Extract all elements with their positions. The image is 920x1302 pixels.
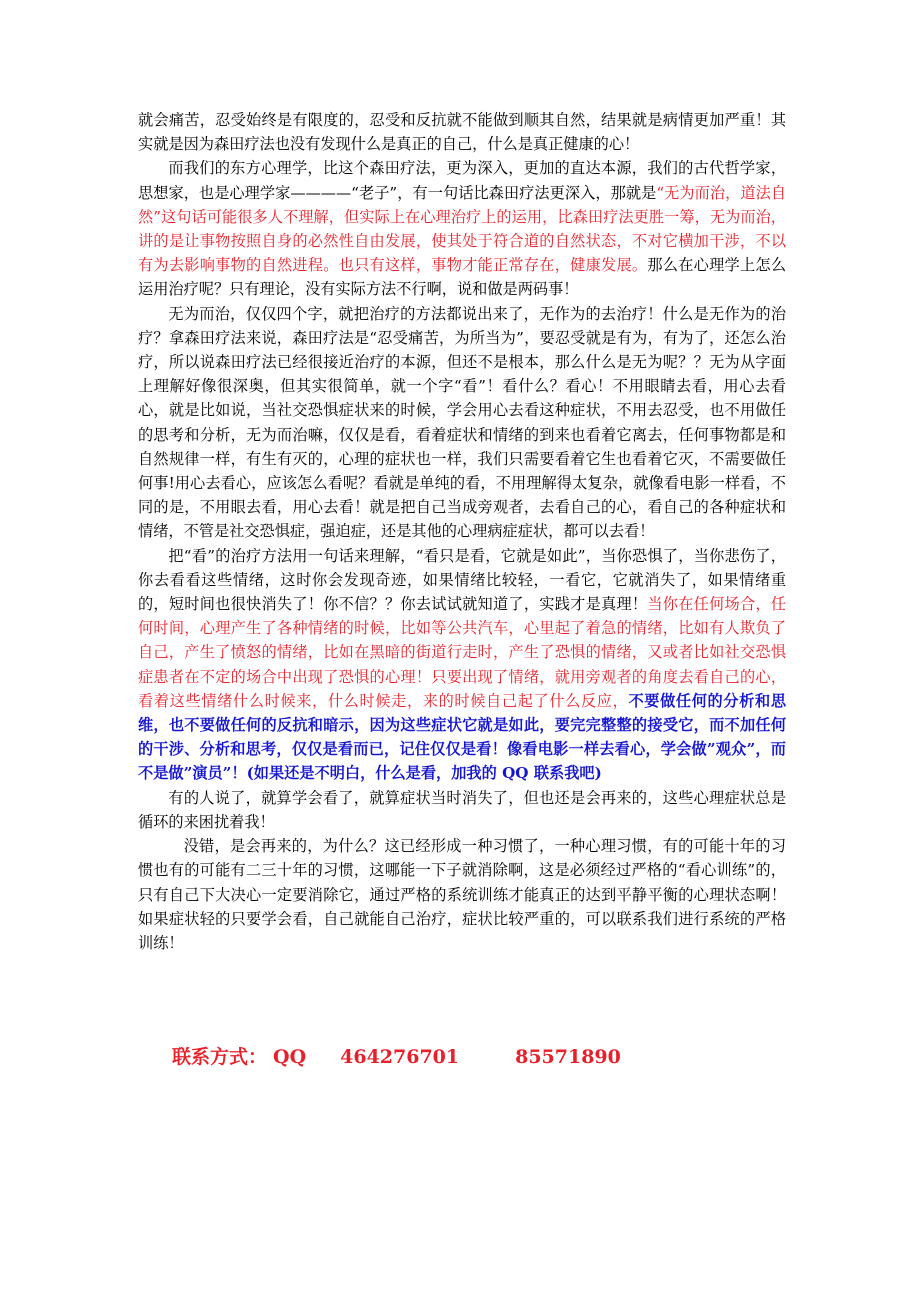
contact-qq-number-1: 464276701 bbox=[340, 1046, 460, 1068]
contact-qq-label: QQ bbox=[273, 1046, 307, 1068]
document-body bbox=[138, 108, 786, 955]
paragraph-4-intro: 把“看”的治疗方法用一句话来理解，“看只是看，它就是如此”，当你恐惧了，当你悲伤了，你去看看这些情绪，这时你会发现奇迹，如果情绪比较轻，一看它，它就消失了，如果情绪重的，短时间也很快消失了！你不信？？你去试试就知道了，实践才是真理！ bbox=[138, 546, 786, 614]
paragraph-2-end: 那么在心理学上怎么运用治疗呢？只有理论，没有实际方法不行啊，说和做是两码事！ bbox=[138, 256, 787, 299]
paragraph-4-emphasis: 不要做任何的分析和思维，也不要做任何的反抗和暗示，因为这些症状它就是如此，要完完整整的接受它，而不加任何的干涉、分析和思考，仅仅是看而已，记住仅仅是看！像看电影一样去看心，学会做”观众”，而不是做”演员”！(如果还是不明白，什么是看，加我的 QQ 联系我吧) bbox=[138, 691, 787, 783]
contact-line bbox=[172, 1042, 621, 1069]
paragraph-4 bbox=[138, 544, 786, 786]
paragraph-4-highlight: 当你在任何场合，任何时间，心理产生了各种情绪的时候，比如等公共汽车，心里起了着急的情绪，比如有人欺负了自己，产生了愤怒的情绪，比如在黑暗的街道行走时，产生了恐惧的情绪，又或者比如社交恐惧症患者在不定的场合中出现了恐惧的心理！只要出现了情绪，就用旁观者的角度去看自己的心，看着这些情绪什么时候来，什么时候走，来的时候自己起了什么反应， bbox=[138, 595, 787, 710]
paragraph-6: 没错，是会再来的，为什么？这已经形成一种习惯了，一种心理习惯，有的可能十年的习惯也有的可能有二三十年的习惯，这哪能一下子就消除啊，这是必须经过严格的“看心训练”的，只有自己下大决心一定要消除它，通过严格的系统训练才能真正的达到平静平衡的心理状态啊！如果症状轻的只要学会看，自己就能自己治疗，症状比较严重的，可以联系我们进行系统的严格训练！ bbox=[138, 837, 786, 952]
paragraph-2-highlight: “无为而治，道法自然”这句话可能很多人不理解，但实际上在心理治疗上的运用，比森田疗法更胜一筹，无为而治，讲的是让事物按照自身的必然性自由发展，使其处于符合道的自然状态，不对它横加干涉，不以有为去影响事物的自然进程。也只有这样，事物才能正常存在，健康发展。 bbox=[138, 183, 787, 275]
paragraph-2-intro: 而我们的东方心理学，比这个森田疗法，更为深入，更加的直达本源，我们的古代哲学家，思想家，也是心理学家————“老子”，有一句话比森田疗法更深入，那就是 bbox=[138, 159, 786, 202]
contact-label: 联系方式： bbox=[172, 1046, 268, 1068]
paragraph-3: 无为而治，仅仅四个字，就把治疗的方法都说出来了，无作为的去治疗！什么是无作为的治疗？拿森田疗法来说，森田疗法是“忍受痛苦，为所当为”，要忍受就是有为，有为了，还怎么治疗，所以说森田疗法已经很接近治疗的本源，但还不是根本，那么什么是无为呢？？无为从字面上理解好像很深奥，但其实很简单，就一个字“看”！看什么？看心！不用眼睛去看，用心去看心，就是比如说，当社交恐惧症状来的时候，学会用心去看这种症状，不用去忍受，也不用做任的思考和分析，无为而治嘛，仅仅是看，看着症状和情绪的到来也看着它离去，任何事物都是和自然规律一样，有生有灭的，心理的症状也一样，我们只需要看着它生也看着它灭，不需要做任何事!用心去看心，应该怎么看呢？看就是单纯的看，不用理解得太复杂，就像看电影一样看，不同的是，不用眼去看，用心去看！就是把自己当成旁观者，去看自己的心，看自己的各种症状和情绪，不管是社交恐惧症，强迫症，还是其他的心理病症症状，都可以去看！ bbox=[138, 304, 786, 541]
contact-qq-number-2: 85571890 bbox=[515, 1046, 621, 1068]
paragraph-1: 就会痛苦，忍受始终是有限度的，忍受和反抗就不能做到顺其自然，结果就是病情更加严重！其实就是因为森田疗法也没有发现什么是真正的自己，什么是真正健康的心！ bbox=[138, 111, 786, 154]
paragraph-5: 有的人说了，就算学会看了，就算症状当时消失了，但也还是会再来的，这些心理症状总是循环的来困扰着我！ bbox=[138, 788, 786, 831]
paragraph-2 bbox=[138, 156, 786, 301]
